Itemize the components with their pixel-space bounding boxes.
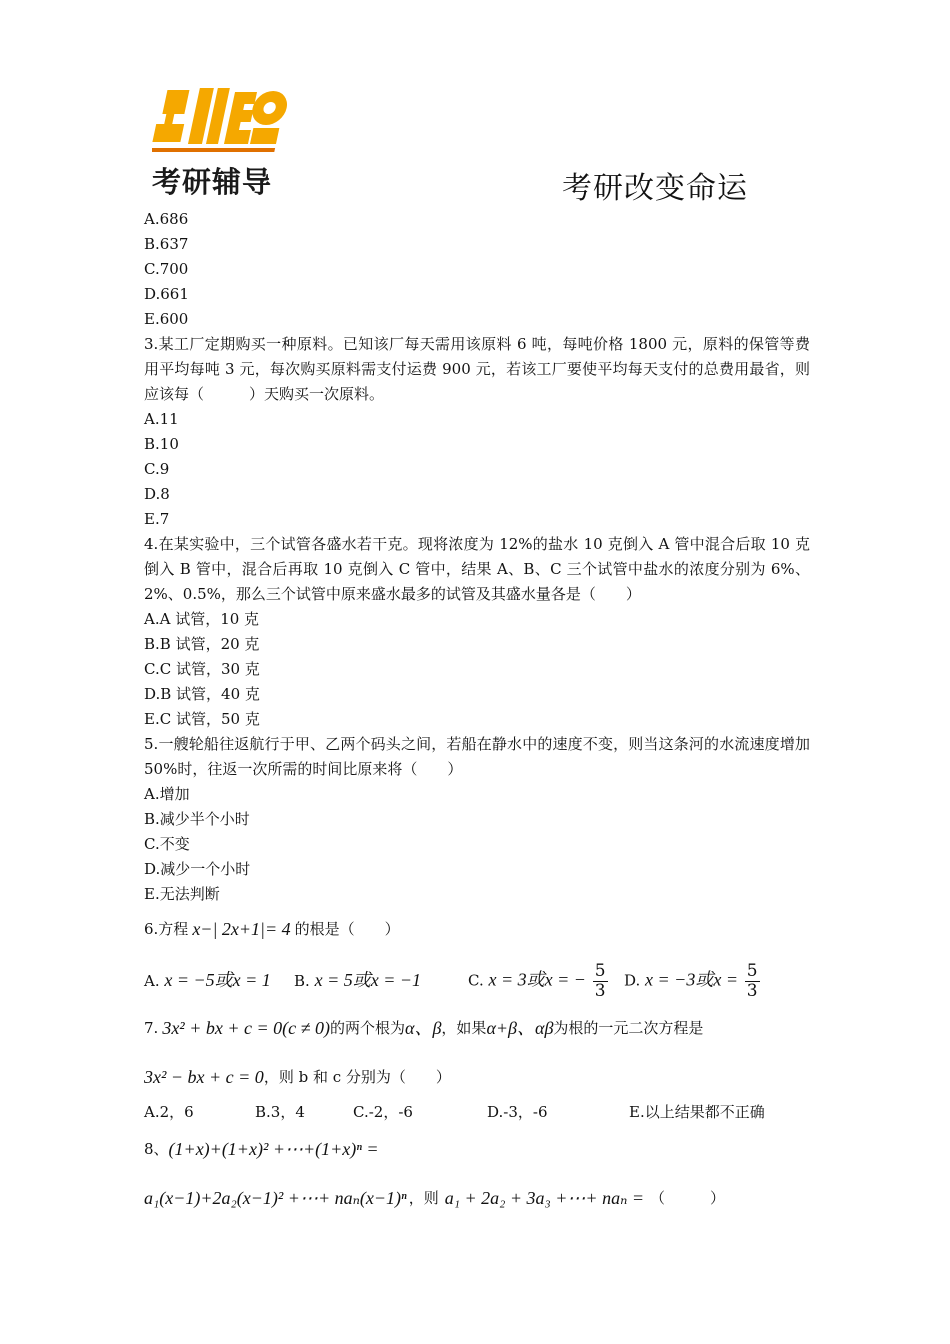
document-body [144,207,810,1211]
logo-mark-icon [152,78,302,158]
denominator: 3 [746,980,758,1001]
new-roots: α+β、αβ [486,1018,554,1038]
option: B.10 [144,435,179,453]
option: D.8 [144,485,170,503]
page-header [0,0,950,210]
option-label: D. [624,971,641,989]
option: B.B 试管，20 克 [144,635,260,653]
question-8 [144,1137,810,1211]
equation-rhs: a₁(x−1)+2a₂(x−1)² +⋯+ naₙ(x−1)ⁿ [144,1188,407,1208]
question-3 [144,332,810,532]
option: A.686 [144,210,189,228]
option-label: B. [294,972,310,990]
denominator: 3 [594,980,606,1001]
question-number: 8、 [144,1140,169,1158]
option-b [294,968,468,994]
question-4 [144,532,810,732]
brand-logo [152,78,302,198]
question-stem [144,1137,810,1162]
question-7 [144,1016,810,1125]
stem-text: 的两个根为 [329,1019,405,1037]
equation: x−| 2x+1|= 4 [192,919,291,939]
equation: 3x² − bx + c = 0 [144,1067,264,1087]
option: C.不变 [144,835,190,853]
option-math: x = −3或x = [645,969,738,989]
option: D.-3，-6 [487,1103,548,1121]
fraction [593,962,608,1001]
option: E.以上结果都不正确 [629,1103,765,1121]
slogan: 考研改变命运 [562,171,748,206]
option: A.11 [144,410,179,428]
stem-text: ，则 [408,1189,439,1207]
option-a [144,968,294,994]
stem-text: ，则 b 和 c 分别为（ ） [263,1068,451,1086]
option-label: A. [144,972,160,990]
numerator: 5 [746,960,758,981]
question-stem: 5.一艘轮船往返航行于甲、乙两个码头之间，若船在静水中的速度不变，则当这条河的水流速度增加 50%时，往返一次所需的时间比原来将（ ） [144,735,810,778]
option: C.-2，-6 [353,1103,413,1121]
option: E.无法判断 [144,885,220,903]
options-row [144,956,810,1006]
stem-prefix: 6.方程 [144,920,189,938]
fraction [745,962,760,1001]
option: D.B 试管，40 克 [144,685,260,703]
question-stem-continued [144,1186,810,1211]
option-math: x = 5或x = −1 [314,970,421,990]
option-d [624,962,762,1001]
option: E.C 试管，50 克 [144,710,260,728]
answer-blank: （ ） [650,1189,726,1207]
question-5 [144,732,810,907]
question-stem: 3.某工厂定期购买一种原料。已知该厂每天需用该原料 6 吨，每吨价格 1800 元，原料的保管等费用平均每吨 3 元，每次购买原料需支付运费 900 元，若该工厂要使平均每天支付的总费用最省，则应该每（ ）天购买一次原料。 [144,335,810,403]
question-stem [144,1016,810,1041]
question-stem: 4.在某实验中，三个试管各盛水若干克。现将浓度为 12%的盐水 10 克倒入 A 管中混合后取 10 克倒入 B 管中，混合后再取 10 克倒入 C 管中，结果 A、B、C 三个试管中盐水的浓度分别为 6%、2%、0.5%，那么三个试管中原来盛水最多的试管及其盛水量各是（ ） [144,535,810,603]
option: B.637 [144,235,189,253]
options-row [144,1100,810,1125]
logo-text: 考研辅导 [152,165,273,199]
stem-text: 为根的一元二次方程是 [553,1019,704,1037]
option: B.3，4 [255,1103,305,1121]
option-math: x = −5或x = 1 [164,970,271,990]
option: E.7 [144,510,170,528]
option: C.9 [144,460,170,478]
option-label: C. [468,971,484,989]
option: C.C 试管，30 克 [144,660,260,678]
question-number: 7. [144,1019,159,1037]
option: E.600 [144,310,189,328]
option-math: x = 3或x = − [488,969,586,989]
option: A.2，6 [144,1103,194,1121]
option: C.700 [144,260,189,278]
question-2-options [144,207,810,332]
option: D.减少一个小时 [144,860,251,878]
question-stem-continued [144,1065,810,1090]
option: A.A 试管，10 克 [144,610,260,628]
option: B.减少半个小时 [144,810,250,828]
stem-text: ，如果 [441,1019,487,1037]
option: D.661 [144,285,189,303]
question-stem [144,917,810,942]
equation: 3x² + bx + c = 0(c ≠ 0) [162,1018,330,1038]
option: A.增加 [144,785,190,803]
question-6 [144,917,810,1006]
stem-suffix: 的根是（ ） [294,920,400,938]
option-c [468,962,624,1001]
asked-expression: a₁ + 2a₂ + 3a₃ +⋯+ naₙ = [444,1188,645,1208]
numerator: 5 [594,960,606,981]
roots: α、β [405,1018,442,1038]
equation-lhs: (1+x)+(1+x)² +⋯+(1+x)ⁿ = [168,1139,379,1159]
